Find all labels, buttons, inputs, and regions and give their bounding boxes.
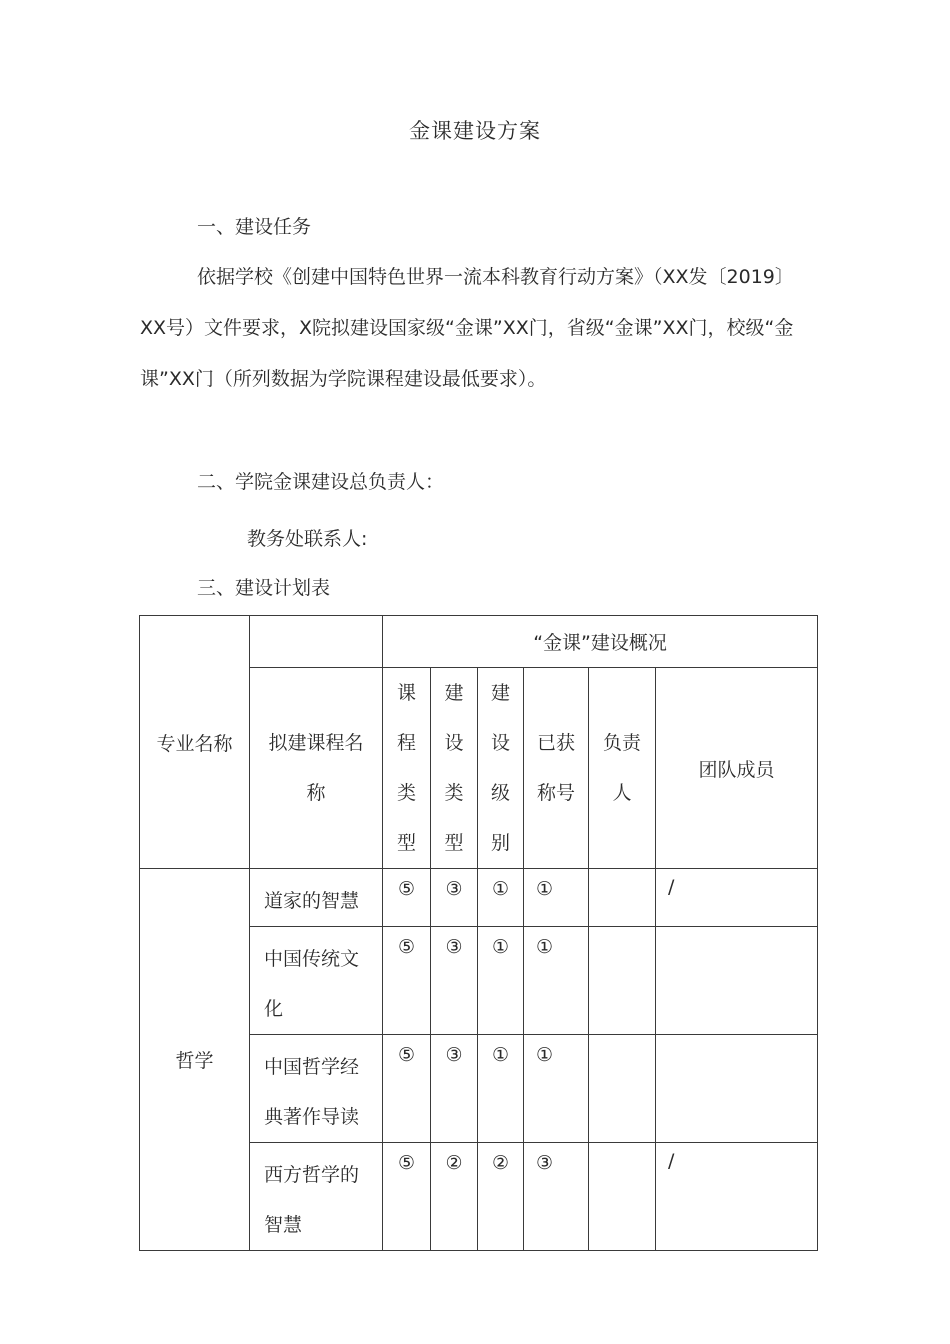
build-level-cell: ① xyxy=(478,869,524,927)
course-name: 道家的智慧 xyxy=(250,869,383,927)
build-type-cell: ③ xyxy=(431,927,478,1035)
header-obtained: 已获称号 xyxy=(524,668,589,869)
table-header-row-1 xyxy=(140,616,818,668)
section-heading-tasks: 一、建设任务 xyxy=(197,216,312,238)
header-course: 拟建课程名称 xyxy=(250,668,383,869)
section-heading-plan: 三、建设计划表 xyxy=(197,577,331,599)
section-heading-leader: 二、学院金课建设总负责人： xyxy=(197,471,445,493)
document-title: 金课建设方案 xyxy=(409,119,541,143)
header-empty-cell xyxy=(250,616,383,668)
build-level-cell: ① xyxy=(478,1035,524,1143)
build-type-cell: ③ xyxy=(431,869,478,927)
team-cell xyxy=(656,927,818,1035)
obtained-cell: ① xyxy=(524,927,589,1035)
course-name: 西方哲学的智慧 xyxy=(250,1143,383,1251)
header-build-level: 建设级别 xyxy=(478,668,524,869)
major-cell: 哲学 xyxy=(140,869,250,1251)
team-cell: / xyxy=(656,869,818,927)
obtained-cell: ③ xyxy=(524,1143,589,1251)
course-type-cell: ⑤ xyxy=(383,927,431,1035)
course-type-cell: ⑤ xyxy=(383,1143,431,1251)
build-type-cell: ② xyxy=(431,1143,478,1251)
table-row xyxy=(140,869,818,927)
course-type-cell: ⑤ xyxy=(383,1035,431,1143)
course-name: 中国哲学经典著作导读 xyxy=(250,1035,383,1143)
tasks-paragraph xyxy=(140,252,812,405)
header-major: 专业名称 xyxy=(140,616,250,869)
header-overview: “金课”建设概况 xyxy=(383,616,818,668)
header-course-type: 课程类型 xyxy=(383,668,431,869)
course-name: 中国传统文化 xyxy=(250,927,383,1035)
tasks-paragraph-text: 依据学校《创建中国特色世界一流本科教育行动方案》（XX发〔2019〕XX号）文件要求，X院拟建设国家级“金课”XX门，省级“金课”XX门，校级“金课”XX门（所列数据为学院课程建设最低要求）。 xyxy=(140,266,794,390)
leader-cell xyxy=(589,869,656,927)
header-leader: 负责人 xyxy=(589,668,656,869)
build-level-cell: ② xyxy=(478,1143,524,1251)
team-cell xyxy=(656,1035,818,1143)
build-type-cell: ③ xyxy=(431,1035,478,1143)
header-team: 团队成员 xyxy=(656,668,818,869)
leader-cell xyxy=(589,927,656,1035)
leader-cell xyxy=(589,1143,656,1251)
obtained-cell: ① xyxy=(524,869,589,927)
contact-person-label: 教务处联系人: xyxy=(247,528,368,550)
course-type-cell: ⑤ xyxy=(383,869,431,927)
header-build-type: 建设类型 xyxy=(431,668,478,869)
leader-cell xyxy=(589,1035,656,1143)
plan-table xyxy=(139,615,818,1251)
build-level-cell: ① xyxy=(478,927,524,1035)
obtained-cell: ① xyxy=(524,1035,589,1143)
team-cell: / xyxy=(656,1143,818,1251)
